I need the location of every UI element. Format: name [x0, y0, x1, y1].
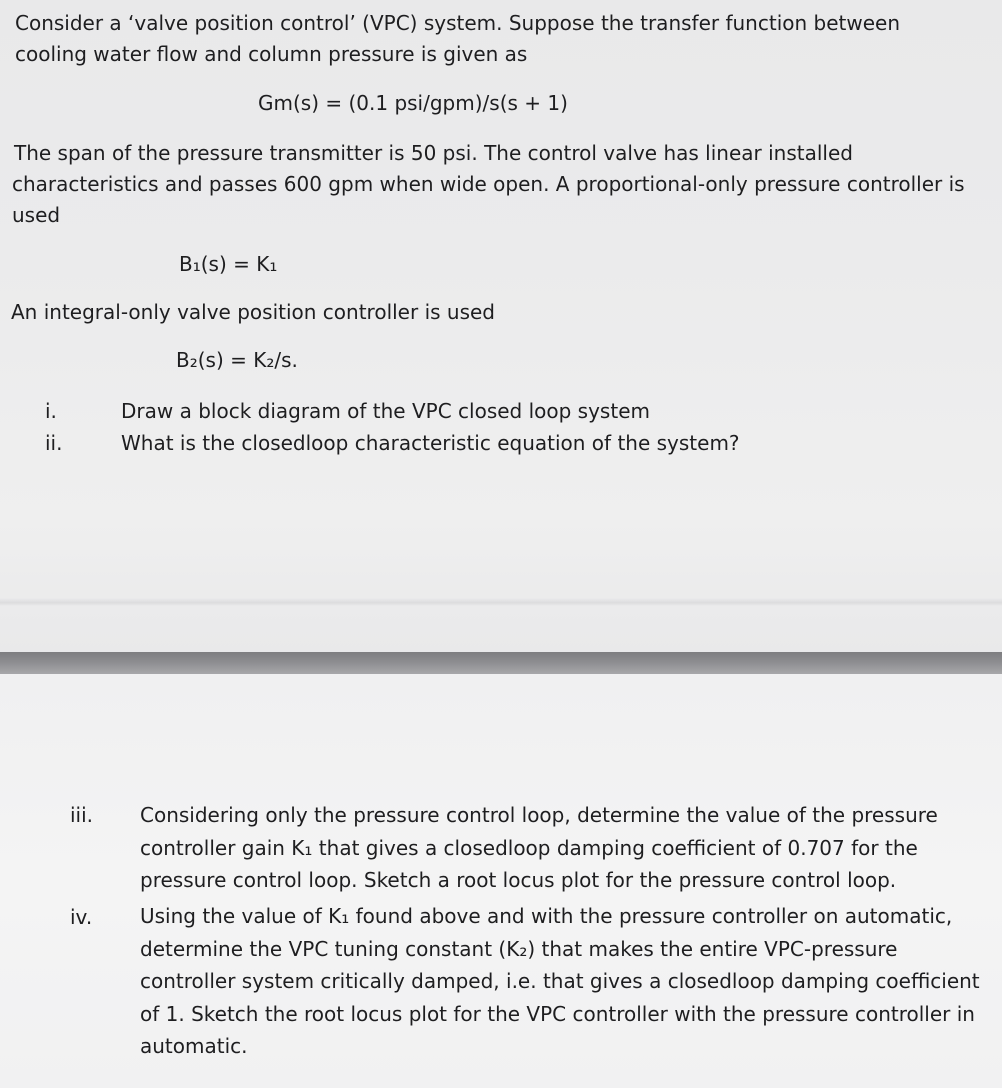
intro-line-2: cooling water flow and column pressure is given as [15, 42, 528, 66]
question-ii-text: What is the closedloop characteristic equation of the system? [121, 431, 740, 455]
question-i-text: Draw a block diagram of the VPC closed loop system [121, 399, 650, 423]
b1-equation: B₁(s) = K₁ [179, 252, 278, 276]
question-i-number: i. [45, 399, 57, 423]
page-divider [0, 652, 1002, 674]
b2-equation: B₂(s) = K₂/s. [176, 348, 298, 372]
question-ii-number: ii. [45, 431, 63, 455]
question-iv-number: iv. [70, 905, 93, 929]
question-iii-number: iii. [70, 803, 94, 827]
bottom-page-photo [0, 674, 1002, 1088]
span-line-1: The span of the pressure transmitter is 50 psi. The control valve has linear installed [14, 141, 853, 165]
question-iii-text: Considering only the pressure control loop, determine the value of the pressure controller gain K₁ that gives a closedloop damping coefficient of 0.707 for the pressure control loop. Sketch a root locus plot for the pressure control loop. [140, 803, 938, 892]
intro-line-1: Consider a ‘valve position control’ (VPC) system. Suppose the transfer function between [15, 11, 900, 35]
paper-fold-line [0, 598, 1002, 606]
transfer-function-equation: Gm(s) = (0.1 psi/gpm)/s(s + 1) [258, 91, 568, 115]
integral-controller-line: An integral-only valve position controller is used [11, 300, 495, 324]
span-line-2: characteristics and passes 600 gpm when wide open. A proportional-only pressure controller is [12, 172, 965, 196]
question-iv-text: Using the value of K₁ found above and with the pressure controller on automatic, determine the VPC tuning constant (K₂) that makes the entire VPC-pressure controller system critically damped, i.e. that gives a closedloop damping coefficient of 1. Sketch the root locus plot for the VPC controller with the pressure controller in automatic. [140, 904, 980, 1058]
span-line-3: used [12, 203, 61, 227]
